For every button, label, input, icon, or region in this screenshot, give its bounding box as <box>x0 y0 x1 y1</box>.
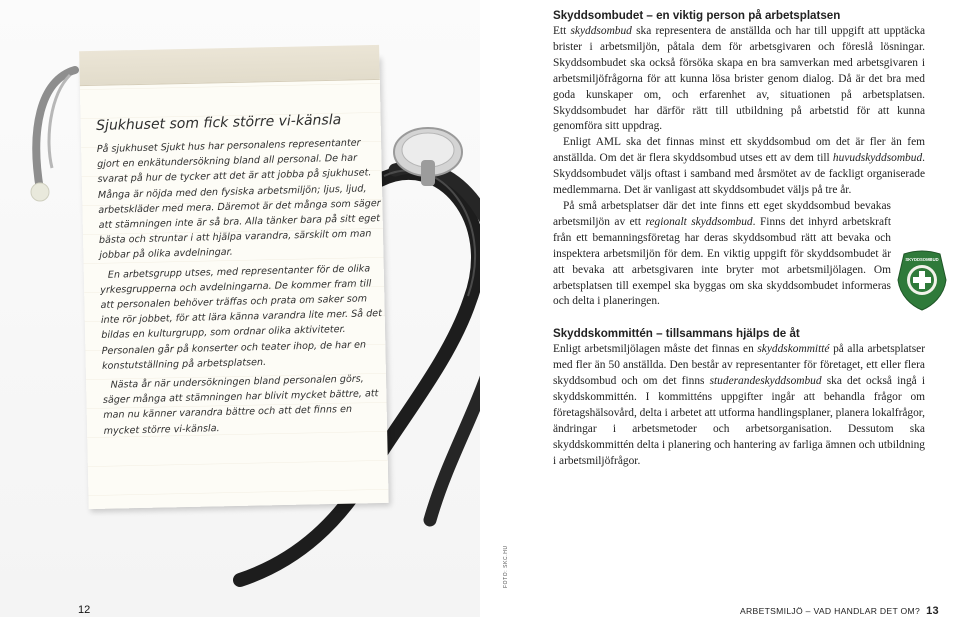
paragraph-skyddsombud-aml <box>553 135 925 199</box>
page-number-left: 12 <box>78 604 91 616</box>
emphasis-term: regionalt skyddsombud <box>645 215 753 228</box>
emphasis-term: huvudskyddsombud <box>832 152 923 165</box>
paragraph-skyddsombud-regional <box>553 199 891 310</box>
section-heading-skyddskommitten: Skyddskommittén – tillsammans hjälps de åt <box>553 327 800 341</box>
case-story-paragraph-3: Nästa år när undersökningen bland personalen görs, säger många att stämningen har blivit mycket bättre, att man nu känner varandra bättre och att det finns en mycket större vi-känsla. <box>102 373 379 437</box>
right-page <box>553 8 925 470</box>
case-story-heading: Sjukhuset som fick större vi-känsla <box>96 112 342 134</box>
case-story <box>96 111 390 443</box>
paragraph-skyddskommitten <box>553 342 925 469</box>
notepad-binding <box>79 45 380 86</box>
text-run: Enligt AML ska det finnas minst ett skyddsombud om det är fler än fem anställda. Om det är flera skyddsombud utses ett av dem till <box>553 136 925 165</box>
emphasis-term: skyddskommitté <box>757 343 830 356</box>
skyddsombud-cross-badge-icon <box>896 250 948 312</box>
emphasis-term: skyddsombud <box>570 25 632 37</box>
paragraph-skyddsombud-intro <box>553 24 925 135</box>
case-story-paragraph-1: På sjukhuset Sjukt hus har personalens representanter gjort en enkätundersökning bland all personal. De har svarat på hur de tycker att det är att jobba på sjukhuset. Många är nöjda med den fysiska arbetsmiljön; ljus, ljud, arbetskläder med mera. Däremot är det många som säger att stämningen inte är så bra. Alla tänker bara på sitt eget bästa och struntar i att hjälpa varandra, särskilt om man jobbar på olika avdelningar. <box>96 137 381 262</box>
case-story-paragraph-2: En arbetsgrupp utses, med representanter för de olika yrkesgrupperna och avdelningarna. De kommer fram till att personalen behöver träffas och prata om saker som inte rör jobbet, för att lära känna varandra lite mer. Så det bildas en kulturgrupp, som ordnar olika aktiviteter. Personalen går på konserter och teater ihop, de har en konstutställning på arbetsplatsen. <box>100 262 383 372</box>
stethoscope-stem <box>421 160 435 186</box>
page-number-right: 13 <box>926 605 939 617</box>
text-run: På små arbetsplatser där det inte finns ett eget skyddsombud bevakas arbetsmiljön av ett <box>553 199 891 228</box>
text-run: . Skyddsombudet väljs oftast i samband med årsmötet av de fackligt organiserade medlemmarna. Det är vanligast att skyddsombudet väljs på tre år. <box>553 152 925 197</box>
stethoscope-eartube <box>36 70 75 190</box>
text-run: Enligt arbetsmiljölagen måste det finnas en <box>553 343 758 356</box>
text-run: ska det också ingå i skyddskommittén. I kommitténs uppgifter ingår att behandla frågor om företagshälsovård, delta i arbetet att utforma handlingsplaner, planera lokalfrågor, ändringar i arbetsmetoder och arbetsorganisation. Dessutom ska skyddskommittén delta i planering och hantering av farliga ämnen och utbildning i arbetsmiljöfrågor. <box>553 375 925 467</box>
emphasis-term: studerandeskyddsombud <box>709 375 822 388</box>
running-title: ARBETSMILJÖ – VAD HANDLAR DET OM? <box>740 606 921 616</box>
text-run: ska representera de anställda och har till uppgift att upptäcka brister i arbetsmiljön, påtala dem för arbetsgivaren och föreslå lösningar. Skyddsombudet ska också försöka skapa en bra samverkan med arbetsgivaren i arbetsmiljöfrågorna för att kunna lösa brister genom dialog. Då är det bra med goda kunskaper om, och erfarenhet av, situationen på arbetsplatsen. Skyddsombudet har därför rätt till utbildning på arbetstid för att kunna genomföra sitt uppdrag. <box>553 25 926 133</box>
text-run: . Finns det inhyrd arbetskraft från ett bemanningsföretag har deras skyddsombud rätt att bevaka och inspektera arbetsmiljön för dem. En viktig uppgift för skyddsombudet är att bevaka att arbetsgivaren inte bryter mot arbetsmiljölagen. Om arbetsplatsen till exempel ska byggas om ska skyddsombudet informeras och delta i planeringen. <box>553 215 891 308</box>
badge-text: SKYDDSOMBUD <box>905 257 939 262</box>
photo-credit: FOTO: SKC.HU <box>503 545 509 588</box>
section-skyddskommitten <box>553 326 925 469</box>
running-footer <box>740 605 939 617</box>
section-heading-skyddsombudet: Skyddsombudet – en viktig person på arbetsplatsen <box>553 9 841 22</box>
text-run: på alla arbetsplatser med fler än 50 anställda. Den består av representanter för företaget, ett eller flera skyddsombud och om det finns <box>553 343 925 388</box>
earpiece-icon <box>31 183 49 201</box>
text-run: Ett <box>553 25 571 37</box>
